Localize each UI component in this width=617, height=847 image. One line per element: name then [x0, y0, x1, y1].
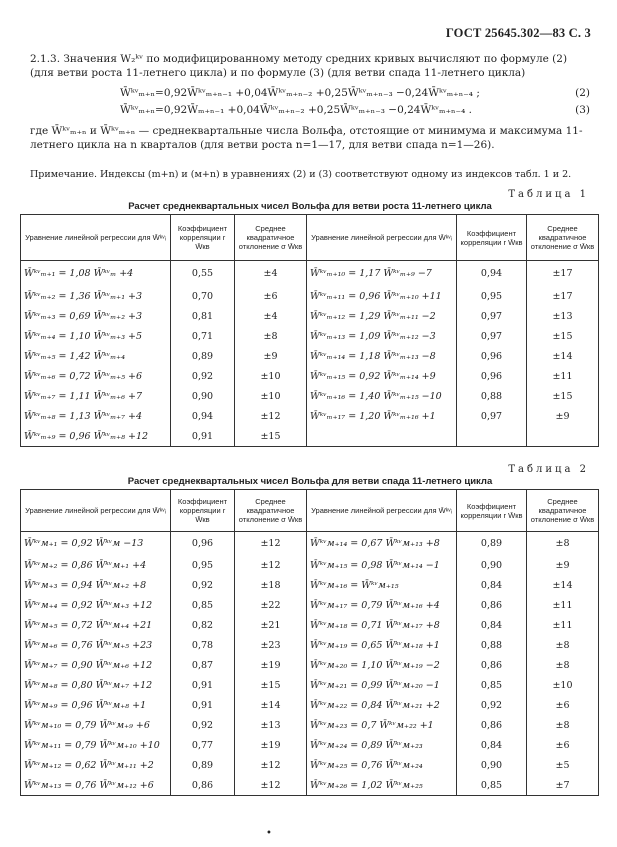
table-row — [21, 696, 599, 716]
equation-cell: W̄ᵏᵛм₊₁ = 0,92 W̄ᵏᵛм −13 — [21, 532, 171, 556]
equation-cell: W̄ᵏᵛм₊₂₀ = 1,10 W̄ᵏᵛм₊₁₉ −2 — [307, 656, 457, 676]
deviation-cell: ±9 — [527, 407, 599, 427]
table-row — [21, 287, 599, 307]
equation-cell: W̄ᵏᵛм₊₉ = 0,96 W̄ᵏᵛм₊₈ +1 — [21, 696, 171, 716]
correlation-cell: 0,84 — [457, 616, 527, 636]
equation-cell: W̄ᵏᵛм₊₁₁ = 0,79 W̄ᵏᵛм₊₁₀ +10 — [21, 736, 171, 756]
table-row — [21, 636, 599, 656]
equation-cell: W̄ᵏᵛм₊₂₃ = 0,7 W̄ᵏᵛм₊₂₂ +1 — [307, 716, 457, 736]
correlation-cell: 0,88 — [457, 636, 527, 656]
correlation-cell: 0,78 — [171, 636, 235, 656]
correlation-cell: 0,91 — [171, 427, 235, 447]
deviation-cell: ±7 — [527, 776, 599, 796]
page-header: ГОСТ 25645.302—83 С. 3 — [445, 26, 591, 40]
deviation-cell: ±6 — [527, 696, 599, 716]
correlation-cell: 0,95 — [457, 287, 527, 307]
formula-2 — [120, 87, 590, 99]
correlation-cell: 0,97 — [457, 327, 527, 347]
table-row — [21, 776, 599, 796]
deviation-cell: ±4 — [235, 307, 307, 327]
table2-title: Расчет среднеквартальных чисел Вольфа для ветви спада 11-летнего цикла — [127, 476, 493, 487]
deviation-cell: ±12 — [235, 532, 307, 556]
deviation-cell: ±8 — [527, 636, 599, 656]
table2 — [20, 489, 599, 796]
correlation-cell: 0,71 — [171, 327, 235, 347]
note-text: Примечание. Индексы (m+n) и (м+n) в уравнениях (2) и (3) соответствуют одному из индексов табл. 1 и 2. — [30, 169, 572, 180]
table-row — [21, 407, 599, 427]
table2-label: Таблица 2 — [508, 464, 589, 475]
deviation-cell: ±12 — [235, 776, 307, 796]
correlation-cell: 0,92 — [171, 367, 235, 387]
correlation-cell: 0,88 — [457, 387, 527, 407]
correlation-cell: 0,86 — [457, 596, 527, 616]
equation-cell: W̄ᵏᵛм₊₂₁ = 0,99 W̄ᵏᵛм₊₂₀ −1 — [307, 676, 457, 696]
equation-cell: W̄ᵏᵛₘ₊₄ = 1,10 W̄ᵏᵛₘ₊₃ +5 — [21, 327, 171, 347]
deviation-cell: ±17 — [527, 287, 599, 307]
equation-cell: W̄ᵏᵛₘ₊₆ = 0,72 W̄ᵏᵛₘ₊₅ +6 — [21, 367, 171, 387]
correlation-cell: 0,86 — [171, 776, 235, 796]
equation-cell: W̄ᵏᵛм₊₁₃ = 0,76 W̄ᵏᵛм₊₁₂ +6 — [21, 776, 171, 796]
correlation-cell: 0,89 — [171, 347, 235, 367]
deviation-cell: ±15 — [527, 387, 599, 407]
table1-label: Таблица 1 — [508, 189, 589, 200]
table-row — [21, 307, 599, 327]
correlation-cell: 0,81 — [171, 307, 235, 327]
table-row — [21, 556, 599, 576]
correlation-cell — [457, 427, 527, 447]
page-dot: • — [266, 828, 272, 839]
correlation-cell: 0,77 — [171, 736, 235, 756]
deviation-cell: ±14 — [527, 576, 599, 596]
deviation-cell: ±14 — [527, 347, 599, 367]
deviation-cell: ±10 — [235, 387, 307, 407]
correlation-cell: 0,90 — [457, 756, 527, 776]
equation-cell: W̄ᵏᵛₘ₊₁₁ = 0,96 W̄ᵏᵛₘ₊₁₀ +11 — [307, 287, 457, 307]
table2-header-s-left: Среднее квадратичное отклонение σ W̄кв — [235, 490, 307, 532]
where-text: где W̄ᵏᵛₘ₊ₙ и W̄ᵏᵛₘ₊ₙ — среднеквартальные числа Вольфа, отстоящие от минимума и максимума 11-летнего цикла на n кварталов (для ветви роста n=1—17, для ветви спада n=1—26). — [30, 125, 583, 151]
correlation-cell: 0,92 — [171, 576, 235, 596]
section-text: 2.1.3. Значения W₂ᵏᵛ по модифицированному методу средних кривых вычисляют по формуле (2) (для ветви роста 11-летнего цикла) и по формуле (3) (для ветви спада 11-летнего цикла) — [30, 53, 568, 79]
deviation-cell: ±15 — [235, 427, 307, 447]
deviation-cell: ±14 — [235, 696, 307, 716]
table-row — [21, 656, 599, 676]
correlation-cell: 0,91 — [171, 696, 235, 716]
table1-header-r-left: Коэффициент корреляции r W̄кв — [171, 215, 235, 261]
table-row — [21, 576, 599, 596]
equation-cell: W̄ᵏᵛм₊₂₂ = 0,84 W̄ᵏᵛм₊₂₁ +2 — [307, 696, 457, 716]
deviation-cell: ±13 — [527, 307, 599, 327]
correlation-cell: 0,84 — [457, 736, 527, 756]
correlation-cell: 0,85 — [457, 776, 527, 796]
correlation-cell: 0,96 — [457, 367, 527, 387]
deviation-cell: ±15 — [527, 327, 599, 347]
correlation-cell: 0,84 — [457, 576, 527, 596]
correlation-cell: 0,89 — [171, 756, 235, 776]
correlation-cell: 0,82 — [171, 616, 235, 636]
equation-cell: W̄ᵏᵛм₊₇ = 0,90 W̄ᵏᵛм₊₆ +12 — [21, 656, 171, 676]
table-row — [21, 676, 599, 696]
correlation-cell: 0,86 — [457, 656, 527, 676]
correlation-cell: 0,70 — [171, 287, 235, 307]
equation-cell: W̄ᵏᵛм₊₃ = 0,94 W̄ᵏᵛм₊₂ +8 — [21, 576, 171, 596]
deviation-cell: ±8 — [527, 656, 599, 676]
table-row — [21, 616, 599, 636]
table-row — [21, 347, 599, 367]
correlation-cell: 0,97 — [457, 407, 527, 427]
equation-cell: W̄ᵏᵛм₊₁₉ = 0,65 W̄ᵏᵛм₊₁₈ +1 — [307, 636, 457, 656]
formula-3 — [120, 104, 590, 116]
formula-2-text: W̄ᵏᵛₘ₊ₙ=0,92W̄ᵏᵛₘ₊ₙ₋₁ +0,04W̄ᵏᵛₘ₊ₙ₋₂ +0,25W̄ᵏᵛₘ₊ₙ₋₃ −0,24W̄ᵏᵛₘ₊ₙ₋₄ ; — [120, 87, 480, 99]
deviation-cell: ±15 — [235, 676, 307, 696]
equation-cell — [307, 427, 457, 447]
table2-header-r-left: Коэффициент корреляции r W̄кв — [171, 490, 235, 532]
correlation-cell: 0,86 — [457, 716, 527, 736]
table-row — [21, 532, 599, 556]
table1-title: Расчет среднеквартальных чисел Вольфа для ветви роста 11-летнего цикла — [128, 201, 492, 212]
table-row — [21, 261, 599, 287]
formula-3-number: (3) — [575, 104, 590, 116]
equation-cell: W̄ᵏᵛₘ₊₃ = 0,69 W̄ᵏᵛₘ₊₂ +3 — [21, 307, 171, 327]
deviation-cell: ±12 — [235, 556, 307, 576]
equation-cell: W̄ᵏᵛм₊₈ = 0,80 W̄ᵏᵛм₊₇ +12 — [21, 676, 171, 696]
equation-cell: W̄ᵏᵛₘ₊₅ = 1,42 W̄ᵏᵛₘ₊₄ — [21, 347, 171, 367]
equation-cell: W̄ᵏᵛм₊₁₇ = 0,79 W̄ᵏᵛм₊₁₆ +4 — [307, 596, 457, 616]
deviation-cell: ±21 — [235, 616, 307, 636]
correlation-cell: 0,91 — [171, 676, 235, 696]
formula-3-text: W̄ᵏᵛₘ₊ₙ=0,92W̄ₘ₊ₙ₋₁ +0,04W̄ᵏᵛₘ₊ₙ₋₂ +0,25W̄ᵏᵛₘ₊ₙ₋₃ −0,24W̄ᵏᵛₘ₊ₙ₋₄ . — [120, 104, 472, 116]
table2-header-eq-right: Уравнение линейной регрессии для W̄ᵏᵛᵢ — [307, 490, 457, 532]
deviation-cell: ±19 — [235, 656, 307, 676]
table-row — [21, 596, 599, 616]
correlation-cell: 0,96 — [171, 532, 235, 556]
equation-cell: W̄ᵏᵛₘ₊₁₃ = 1,09 W̄ᵏᵛₘ₊₁₂ −3 — [307, 327, 457, 347]
deviation-cell: ±8 — [527, 532, 599, 556]
table1-header-s-right: Среднее квадратичное отклонение σ W̄кв — [527, 215, 599, 261]
correlation-cell: 0,94 — [457, 261, 527, 287]
deviation-cell: ±11 — [527, 596, 599, 616]
equation-cell: W̄ᵏᵛм₊₂₄ = 0,89 W̄ᵏᵛм₊₂₃ — [307, 736, 457, 756]
deviation-cell: ±23 — [235, 636, 307, 656]
table2-header-r-right: Коэффициент корреляции r W̄кв — [457, 490, 527, 532]
correlation-cell: 0,96 — [457, 347, 527, 367]
equation-cell: W̄ᵏᵛм₊₆ = 0,76 W̄ᵏᵛм₊₅ +23 — [21, 636, 171, 656]
table1-header-r-right: Коэффициент корреляции r W̄кв — [457, 215, 527, 261]
correlation-cell: 0,55 — [171, 261, 235, 287]
table-row — [21, 427, 599, 447]
correlation-cell: 0,87 — [171, 656, 235, 676]
correlation-cell: 0,94 — [171, 407, 235, 427]
table-row — [21, 327, 599, 347]
table2-header-s-right: Среднее квадратичное отклонение σ W̄кв — [527, 490, 599, 532]
equation-cell: W̄ᵏᵛм₊₁₅ = 0,98 W̄ᵏᵛм₊₁₄ −1 — [307, 556, 457, 576]
equation-cell: W̄ᵏᵛм₊₂₆ = 1,02 W̄ᵏᵛм₊₂₅ — [307, 776, 457, 796]
equation-cell: W̄ᵏᵛм₊₁₆ = W̄ᵏᵛм₊₁₅ — [307, 576, 457, 596]
equation-cell: W̄ᵏᵛₘ₊₁₆ = 1,40 W̄ᵏᵛₘ₊₁₅ −10 — [307, 387, 457, 407]
table1-header-eq-right: Уравнение линейной регрессии для W̄ᵏᵛᵢ — [307, 215, 457, 261]
table1-header-s-left: Среднее квадратичное отклонение σ W̄кв — [235, 215, 307, 261]
correlation-cell: 0,92 — [171, 716, 235, 736]
deviation-cell: ±8 — [235, 327, 307, 347]
deviation-cell: ±9 — [527, 556, 599, 576]
correlation-cell: 0,90 — [171, 387, 235, 407]
correlation-cell: 0,90 — [457, 556, 527, 576]
table-row — [21, 367, 599, 387]
equation-cell: W̄ᵏᵛм₊₁₄ = 0,67 W̄ᵏᵛм₊₁₃ +8 — [307, 532, 457, 556]
equation-cell: W̄ᵏᵛₘ₊₁₄ = 1,18 W̄ᵏᵛₘ₊₁₃ −8 — [307, 347, 457, 367]
deviation-cell: ±13 — [235, 716, 307, 736]
equation-cell: W̄ᵏᵛм₊₁₈ = 0,71 W̄ᵏᵛм₊₁₇ +8 — [307, 616, 457, 636]
correlation-cell: 0,95 — [171, 556, 235, 576]
equation-cell: W̄ᵏᵛм₊₁₀ = 0,79 W̄ᵏᵛм₊₉ +6 — [21, 716, 171, 736]
formula-2-number: (2) — [575, 87, 590, 99]
deviation-cell — [527, 427, 599, 447]
deviation-cell: ±11 — [527, 616, 599, 636]
correlation-cell: 0,85 — [171, 596, 235, 616]
equation-cell: W̄ᵏᵛₘ₊₁₅ = 0,92 W̄ᵏᵛₘ₊₁₄ +9 — [307, 367, 457, 387]
deviation-cell: ±5 — [527, 756, 599, 776]
equation-cell: W̄ᵏᵛₘ₊₂ = 1,36 W̄ᵏᵛₘ₊₁ +3 — [21, 287, 171, 307]
deviation-cell: ±12 — [235, 756, 307, 776]
correlation-cell: 0,92 — [457, 696, 527, 716]
table1-header-eq-left: Уравнение линейной регрессии для W̄ᵏᵛᵢ — [21, 215, 171, 261]
deviation-cell: ±6 — [235, 287, 307, 307]
equation-cell: W̄ᵏᵛм₊₂ = 0,86 W̄ᵏᵛм₊₁ +4 — [21, 556, 171, 576]
equation-cell: W̄ᵏᵛм₊₅ = 0,72 W̄ᵏᵛм₊₄ +21 — [21, 616, 171, 636]
deviation-cell: ±22 — [235, 596, 307, 616]
equation-cell: W̄ᵏᵛм₊₁₂ = 0,62 W̄ᵏᵛм₊₁₁ +2 — [21, 756, 171, 776]
deviation-cell: ±9 — [235, 347, 307, 367]
equation-cell: W̄ᵏᵛм₊₂₅ = 0,76 W̄ᵏᵛм₊₂₄ — [307, 756, 457, 776]
deviation-cell: ±10 — [527, 676, 599, 696]
equation-cell: W̄ᵏᵛₘ₊₁₂ = 1,29 W̄ᵏᵛₘ₊₁₁ −2 — [307, 307, 457, 327]
deviation-cell: ±4 — [235, 261, 307, 287]
deviation-cell: ±17 — [527, 261, 599, 287]
deviation-cell: ±19 — [235, 736, 307, 756]
correlation-cell: 0,97 — [457, 307, 527, 327]
equation-cell: W̄ᵏᵛₘ₊₁₀ = 1,17 W̄ᵏᵛₘ₊₉ −7 — [307, 261, 457, 287]
equation-cell: W̄ᵏᵛм₊₄ = 0,92 W̄ᵏᵛм₊₃ +12 — [21, 596, 171, 616]
correlation-cell: 0,89 — [457, 532, 527, 556]
table-row — [21, 736, 599, 756]
deviation-cell: ±10 — [235, 367, 307, 387]
table-row — [21, 716, 599, 736]
deviation-cell: ±6 — [527, 736, 599, 756]
equation-cell: W̄ᵏᵛₘ₊₁₇ = 1,20 W̄ᵏᵛₘ₊₁₆ +1 — [307, 407, 457, 427]
table-row — [21, 756, 599, 776]
equation-cell: W̄ᵏᵛₘ₊₁ = 1,08 W̄ᵏᵛₘ +4 — [21, 261, 171, 287]
correlation-cell: 0,85 — [457, 676, 527, 696]
table-row — [21, 387, 599, 407]
deviation-cell: ±12 — [235, 407, 307, 427]
table2-header-eq-left: Уравнение линейной регрессии для W̄ᵏᵛᵢ — [21, 490, 171, 532]
table1 — [20, 214, 599, 447]
deviation-cell: ±18 — [235, 576, 307, 596]
equation-cell: W̄ᵏᵛₘ₊₈ = 1,13 W̄ᵏᵛₘ₊₇ +4 — [21, 407, 171, 427]
deviation-cell: ±11 — [527, 367, 599, 387]
equation-cell: W̄ᵏᵛₘ₊₇ = 1,11 W̄ᵏᵛₘ₊₆ +7 — [21, 387, 171, 407]
equation-cell: W̄ᵏᵛₘ₊₉ = 0,96 W̄ᵏᵛₘ₊₈ +12 — [21, 427, 171, 447]
deviation-cell: ±8 — [527, 716, 599, 736]
